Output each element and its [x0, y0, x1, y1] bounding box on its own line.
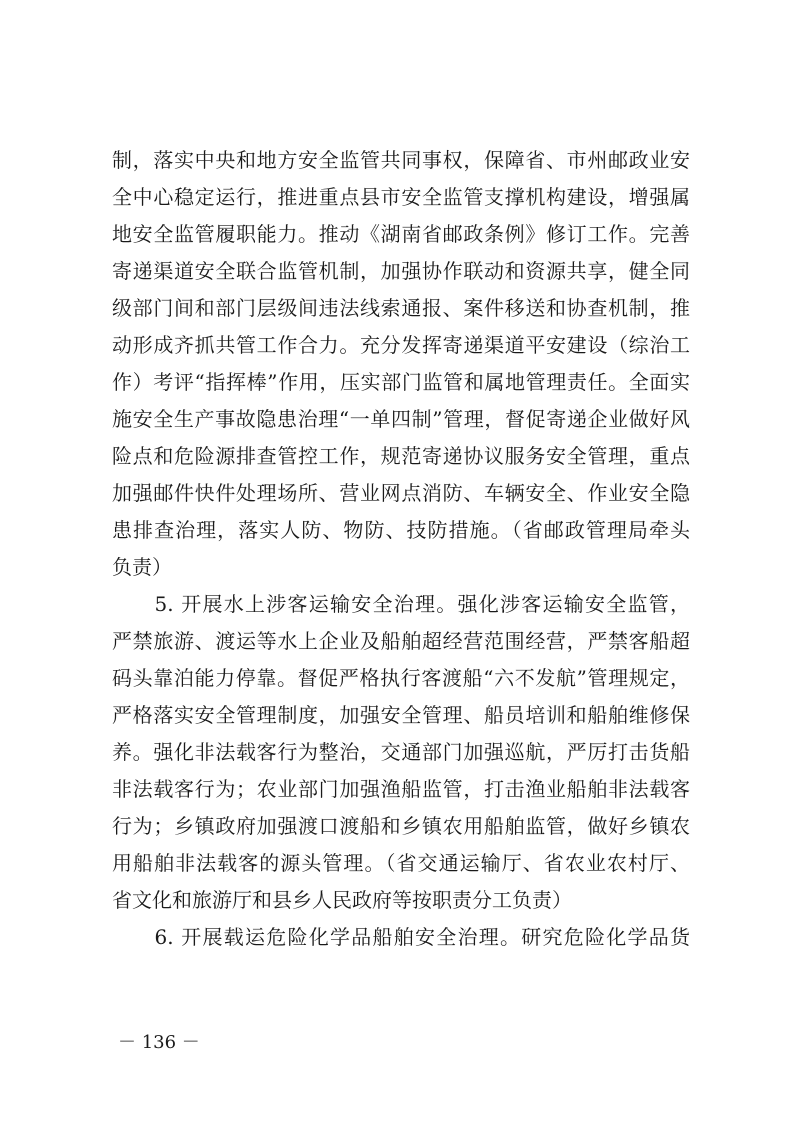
text-line-20: 用船舶非法载客的源头管理。（省交通运输厅、省农业农村厅、 [112, 851, 690, 875]
text-line-3: 地安全监管履职能力。推动《湖南省邮政条例》修订工作。完善 [112, 222, 690, 246]
text-line-21: 省文化和旅游厅和县乡人民政府等按职责分工负责） [112, 888, 572, 912]
text-line-11: 患排查治理，落实人防、物防、技防措施。（省邮政管理局牵头 [112, 518, 690, 542]
text-line-22: 6. 开展载运危险化学品船舶安全治理。研究危险化学品货 [112, 925, 690, 949]
text-line-19: 行为；乡镇政府加强渡口渡船和乡镇农用船舶监管，做好乡镇农 [112, 814, 690, 838]
text-line-10: 加强邮件快件处理场所、营业网点消防、车辆安全、作业安全隐 [112, 481, 690, 505]
text-line-15: 码头靠泊能力停靠。督促严格执行客渡船“六不发航”管理规定， [112, 666, 690, 690]
text-line-6: 动形成齐抓共管工作合力。充分发挥寄递渠道平安建设（综治工 [112, 333, 690, 357]
text-line-14: 严禁旅游、渡运等水上企业及船舶超经营范围经营，严禁客船超 [112, 629, 690, 653]
text-line-17: 养。强化非法载客行为整治，交通部门加强巡航，严厉打击货船 [112, 740, 690, 764]
page-number: － 136 － [118, 1032, 200, 1053]
text-line-13: 5. 开展水上涉客运输安全治理。强化涉客运输安全监管， [112, 592, 690, 616]
text-line-12: 负责） [112, 555, 172, 579]
text-line-16: 严格落实安全管理制度，加强安全管理、船员培训和船舶维修保 [112, 703, 690, 727]
text-line-18: 非法载客行为；农业部门加强渔船监管，打击渔业船舶非法载客 [112, 777, 690, 801]
text-line-4: 寄递渠道安全联合监管机制，加强协作联动和资源共享，健全同 [112, 259, 690, 283]
text-line-5: 级部门间和部门层级间违法线索通报、案件移送和协查机制，推 [112, 296, 690, 320]
text-line-1: 制，落实中央和地方安全监管共同事权，保障省、市州邮政业安 [112, 148, 690, 172]
text-line-8: 施安全生产事故隐患治理“一单四制”管理，督促寄递企业做好风 [112, 407, 690, 431]
text-line-2: 全中心稳定运行，推进重点县市安全监管支撑机构建设，增强属 [112, 185, 690, 209]
text-line-9: 险点和危险源排查管控工作，规范寄递协议服务安全管理，重点 [112, 444, 690, 468]
text-line-7: 作）考评“指挥棒”作用，压实部门监管和属地管理责任。全面实 [112, 370, 690, 394]
